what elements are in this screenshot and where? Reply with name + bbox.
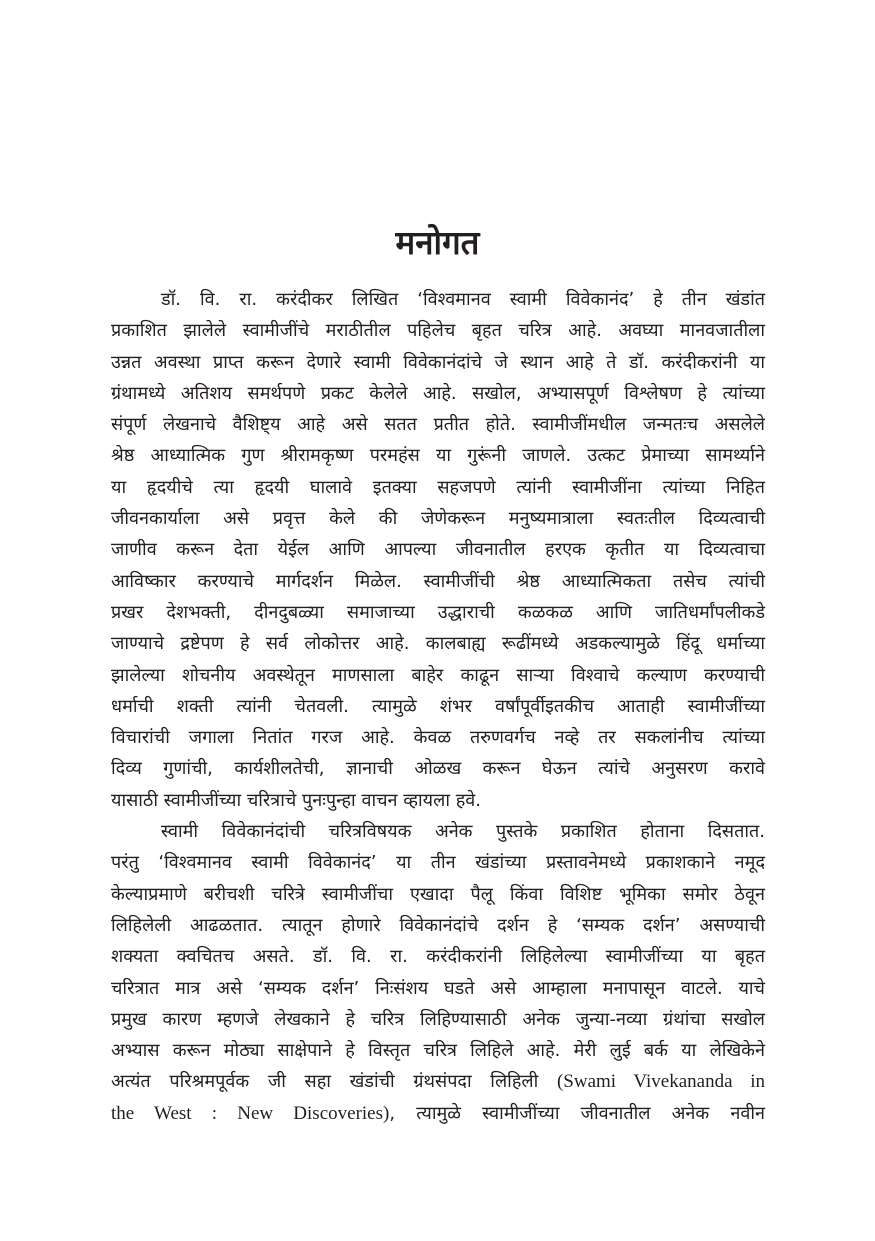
text-line: संपूर्ण लेखनाचे वैशिष्ट्य आहे असे सतत प्रतीत होते. स्वामीजींमधील जन्मतःच असलेले bbox=[111, 414, 765, 436]
text-line: लिहिलेली आढळतात. त्यातून होणारे विवेकानंदांचे दर्शन हे ‘सम्यक दर्शन’ असण्याची bbox=[111, 914, 765, 936]
text-line: श्रेष्ठ आध्यात्मिक गुण श्रीरामकृष्ण परमहंस या गुरूंनी जाणले. उत्कट प्रेमाच्या सामर्थ्याने bbox=[111, 445, 765, 467]
text-line: विचारांची जगाला नितांत गरज आहे. केवळ तरुणवर्गच नव्हे तर सकलांनीच त्यांच्या bbox=[111, 727, 765, 749]
page-title: मनोगत bbox=[395, 223, 480, 262]
text-line: धर्माची शक्ती त्यांनी चेतवली. त्यामुळे शंभर वर्षांपूर्वीइतकीच आताही स्वामीजींच्या bbox=[111, 695, 765, 717]
text-line: जाण्याचे द्रष्टेपण हे सर्व लोकोत्तर आहे. कालबाह्य रूढींमध्ये अडकल्यामुळे हिंदू धर्माच्या bbox=[111, 633, 765, 655]
text-line: दिव्य गुणांची, कार्यशीलतेची, ज्ञानाची ओळख करून घेऊन त्यांचे अनुसरण करावे bbox=[111, 758, 765, 780]
text-line: चरित्रात मात्र असे ‘सम्यक दर्शन’ निःसंशय घडते असे आम्हाला मनापासून वाटले. याचे bbox=[111, 977, 765, 999]
text-line: प्रमुख कारण म्हणजे लेखकाने हे चरित्र लिहिण्यासाठी अनेक जुन्या-नव्या ग्रंथांचा सखोल bbox=[111, 1008, 765, 1030]
text-line: जीवनकार्याला असे प्रवृत्त केले की जेणेकरून मनुष्यमात्राला स्वतःतील दिव्यत्वाची bbox=[111, 508, 765, 530]
text-line: प्रखर देशभक्ती, दीनदुबळ्या समाजाच्या उद्धाराची कळकळ आणि जातिधर्मांपलीकडे bbox=[111, 601, 765, 623]
text-line: शक्यता क्वचितच असते. डॉ. वि. रा. करंदीकरांनी लिहिलेल्या स्वामीजींच्या या बृहत bbox=[111, 946, 765, 968]
text-line-with-latin bbox=[111, 1066, 765, 1097]
text-line: ग्रंथामध्ये अतिशय समर्थपणे प्रकट केलेले आहे. सखोल, अभ्यासपूर्ण विश्लेषण हे त्यांच्या bbox=[111, 382, 765, 404]
latin-title-segment: the West : New Discoveries) bbox=[111, 1102, 390, 1124]
text-line: केल्याप्रमाणे बरीचशी चरित्रे स्वामीजींचा एखादा पैलू किंवा विशिष्ट भूमिका समोर ठेवून bbox=[111, 883, 765, 905]
text-segment: अत्यंत परिश्रमपूर्वक जी सहा खंडांची ग्रंथसंपदा लिहिली bbox=[111, 1071, 539, 1093]
paragraph-1 bbox=[111, 284, 765, 816]
text-line: झालेल्या शोचनीय अवस्थेतून माणसाला बाहेर काढून साऱ्या विश्वाचे कल्याण करण्याची bbox=[111, 664, 765, 686]
text-line: परंतु ‘विश्वमानव स्वामी विवेकानंद’ या तीन खंडांच्या प्रस्तावनेमध्ये प्रकाशकाने नमूद bbox=[111, 852, 765, 874]
text-line: उन्नत अवस्था प्राप्त करून देणारे स्वामी विवेकानंदांचे जे स्थान आहे ते डॉ. करंदीकरांनी या bbox=[111, 351, 765, 373]
text-line: यासाठी स्वामीजींच्या चरित्राचे पुनःपुन्हा वाचन व्हायला हवे. bbox=[111, 789, 481, 811]
text-line-with-latin bbox=[111, 1098, 765, 1129]
text-line: अभ्यास करून मोठ्या साक्षेपाने हे विस्तृत चरित्र लिहिले आहे. मेरी लुई बर्क या लेखिकेने bbox=[111, 1040, 765, 1062]
text-line: या हृदयीचे त्या हृदयी घालावे इतक्या सहजपणे त्यांनी स्वामीजींना त्यांच्या निहित bbox=[111, 476, 765, 498]
text-line: प्रकाशित झालेले स्वामीजींचे मराठीतील पहिलेच बृहत चरित्र आहे. अवघ्या मानवजातीला bbox=[111, 320, 765, 342]
text-line: डॉ. वि. रा. करंदीकर लिखित ‘विश्वमानव स्वामी विवेकानंद’ हे तीन खंडांत bbox=[161, 289, 765, 310]
text-segment: , त्यामुळे स्वामीजींच्या जीवनातील अनेक नवीन bbox=[389, 1102, 765, 1124]
paragraph-2 bbox=[111, 816, 765, 1129]
text-line: आविष्कार करण्याचे मार्गदर्शन मिळेल. स्वामीजींची श्रेष्ठ आध्यात्मिकता तसेच त्यांची bbox=[111, 570, 765, 592]
latin-title-segment: (Swami Vivekananda in bbox=[556, 1071, 765, 1093]
text-line: जाणीव करून देता येईल आणि आपल्या जीवनातील हरएक कृतीत या दिव्यत्वाचा bbox=[111, 539, 765, 561]
body-text bbox=[111, 284, 765, 1129]
text-line: स्वामी विवेकानंदांची चरित्रविषयक अनेक पुस्तके प्रकाशित होताना दिसतात. bbox=[161, 821, 765, 843]
